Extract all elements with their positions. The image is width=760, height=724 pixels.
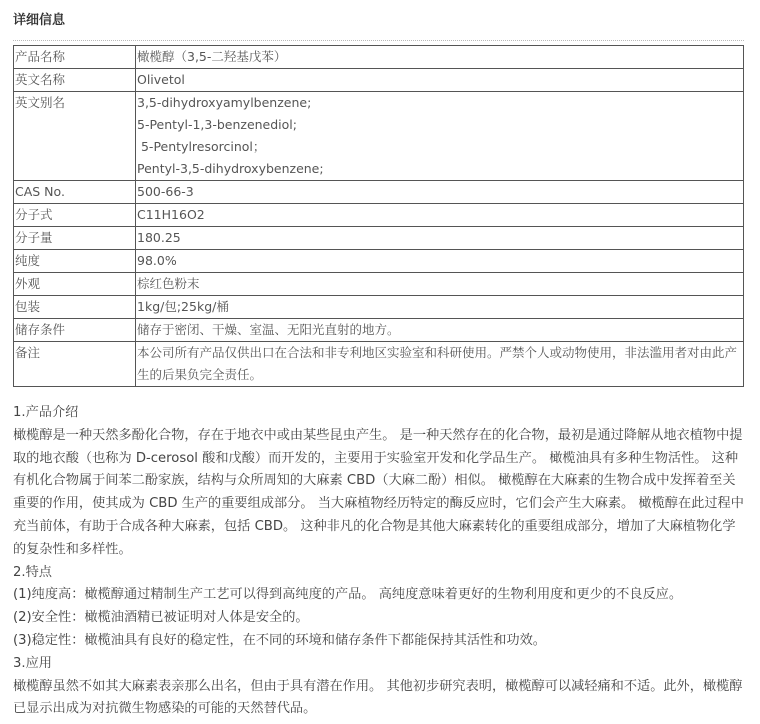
spec-key: 英文名称: [14, 69, 136, 92]
spec-value-line: 本公司所有产品仅供出口在合法和非专利地区实验室和科研使用。严禁个人或动物使用，非法滥用者对由此产生的后果负完全责任。: [137, 345, 738, 382]
section-title: 详细信息: [13, 13, 66, 28]
spec-row: [14, 181, 744, 204]
spec-value-line: 1kg/包;25kg/桶: [137, 299, 229, 314]
spec-row: [14, 92, 744, 181]
spec-value: [136, 92, 744, 181]
spec-row: [14, 227, 744, 250]
features-heading: 2.特点: [13, 564, 52, 580]
spec-row: [14, 69, 744, 92]
spec-key: 外观: [14, 273, 136, 296]
feature-safety: (2)安全性：橄榄油酒精已被证明对人体是安全的。: [13, 610, 309, 626]
spec-value-line: 3,5-dihydroxyamylbenzene;: [137, 95, 312, 110]
spec-key: 产品名称: [14, 46, 136, 69]
spec-row: [14, 342, 744, 387]
spec-row: [14, 204, 744, 227]
spec-value-line: 180.25: [137, 230, 181, 245]
spec-value: [136, 319, 744, 342]
spec-value: [136, 204, 744, 227]
spec-key: 备注: [14, 342, 136, 387]
intro-heading: 1.产品介绍: [13, 405, 79, 420]
spec-value: [136, 227, 744, 250]
spec-value-line: Olivetol: [137, 72, 185, 87]
description-body: [13, 402, 746, 721]
spec-key: 分子量: [14, 227, 136, 250]
spec-value-line: 5-Pentylresorcinol；: [137, 139, 266, 154]
spec-key: 英文别名: [14, 92, 136, 181]
spec-key: 分子式: [14, 204, 136, 227]
spec-value-line: Pentyl-3,5-dihydroxybenzene;: [137, 161, 324, 176]
spec-value: [136, 342, 744, 387]
spec-value-line: 棕红色粉末: [137, 276, 200, 291]
spec-key: 纯度: [14, 250, 136, 273]
spec-value-line: C11H16O2: [137, 207, 205, 222]
spec-value-line: 98.0%: [137, 253, 177, 268]
title-divider: [13, 40, 744, 41]
spec-row: [14, 46, 744, 69]
spec-value-line: 橄榄醇（3,5-二羟基戊苯）: [137, 49, 287, 64]
spec-value: [136, 250, 744, 273]
spec-key: 储存条件: [14, 319, 136, 342]
spec-value: [136, 181, 744, 204]
spec-row: [14, 250, 744, 273]
spec-value-line: 储存于密闭、干燥、室温、无阳光直射的地方。: [137, 322, 400, 337]
application-paragraph: 橄榄醇虽然不如其大麻素表亲那么出名，但由于具有潜在作用。 其他初步研究表明，橄榄醇可以减轻痛和不适。此外，橄榄醇已显示出成为对抗微生物感染的可能的天然替代品。: [13, 678, 743, 717]
spec-value: [136, 46, 744, 69]
spec-key: 包装: [14, 296, 136, 319]
spec-value: [136, 69, 744, 92]
intro-paragraph: 橄榄醇是一种天然多酚化合物，存在于地衣中或由某些昆虫产生。 是一种天然存在的化合物，最初是通过降解从地衣植物中提取的地衣酸（也称为 D-cerosol 酸和戊酸）而开发的，主要用于实验室开发和化学品生产。 橄榄油具有多种生物活性。 这种有机化合物属于间苯二酚家族，结构与众所周知的大麻素 CBD（大麻二酚）相似。 橄榄醇在大麻素的生物合成中发挥着至关重要的作用，使其成为 CBD 生产的重要组成部分。 当大麻植物经历特定的酶反应时，它们会产生大麻素。 橄榄醇在此过程中充当前体，有助于合成各种大麻素，包括 CBD。 这种非凡的化合物是其他大麻素转化的重要组成部分，增加了大麻植物化学的复杂性和多样性。: [13, 427, 744, 557]
spec-key: CAS No.: [14, 181, 136, 204]
spec-row: [14, 319, 744, 342]
feature-purity: (1)纯度高：橄榄醇通过精制生产工艺可以得到高纯度的产品。 高纯度意味着更好的生物利用度和更少的不良反应。: [13, 587, 683, 603]
spec-row: [14, 273, 744, 296]
feature-stability: (3)稳定性：橄榄油具有良好的稳定性，在不同的环境和储存条件下都能保持其活性和功效。: [13, 632, 546, 648]
spec-value-line: 5-Pentyl-1,3-benzenediol;: [137, 117, 297, 132]
spec-value-line: 500-66-3: [137, 184, 194, 199]
spec-value: [136, 296, 744, 319]
spec-row: [14, 296, 744, 319]
spec-table: [13, 45, 744, 387]
spec-value: [136, 273, 744, 296]
application-heading: 3.应用: [13, 655, 52, 671]
